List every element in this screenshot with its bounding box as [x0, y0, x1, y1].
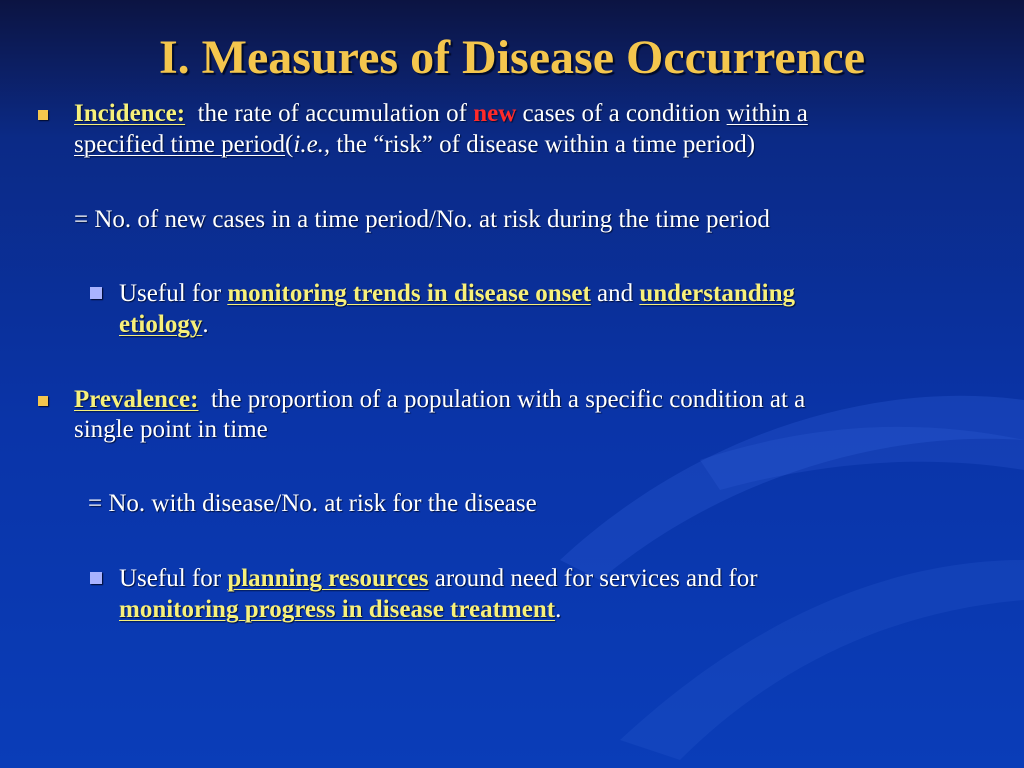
- sub-bullet-square-icon: [90, 572, 102, 584]
- incidence-useful-line-2: [119, 309, 209, 340]
- prevalence-line-1: [74, 384, 805, 415]
- incidence-line-1: [74, 98, 808, 129]
- period-text: .: [555, 596, 562, 623]
- prevalence-useful-line-1: [119, 563, 758, 594]
- etiology-text: etiology: [119, 311, 203, 338]
- incidence-text-1: the rate of accumulation of: [197, 100, 467, 127]
- ie-text: i.e.,: [293, 131, 331, 158]
- incidence-formula: = No. of new cases in a time period/No. at risk during the time period: [74, 206, 770, 233]
- incidence-useful-line-1: [119, 278, 795, 309]
- new-emphasis: new: [473, 100, 517, 127]
- incidence-text-2: cases of a condition: [522, 100, 721, 127]
- sub-bullet-square-icon: [90, 287, 102, 299]
- period-text: .: [202, 311, 209, 338]
- prevalence-term: Prevalence:: [74, 386, 199, 413]
- and-text: and: [597, 280, 634, 307]
- within-a-text: within a: [726, 100, 808, 127]
- useful-for-text: Useful for: [119, 280, 222, 307]
- monitoring-progress-text: monitoring progress in disease treatment: [119, 596, 556, 623]
- slide-title: I. Measures of Disease Occurrence: [158, 31, 866, 84]
- bullet-square-icon: [38, 396, 48, 406]
- prevalence-line-2: single point in time: [74, 416, 268, 443]
- planning-resources-text: planning resources: [227, 565, 429, 592]
- prevalence-useful-line-2: [119, 594, 561, 625]
- prevalence-formula: = No. with disease/No. at risk for the disease: [88, 490, 537, 517]
- prevalence-text-3: around need for services and for: [434, 565, 758, 592]
- specified-time-period-text: specified time period: [74, 131, 286, 158]
- bullet-square-icon: [38, 110, 48, 120]
- monitoring-trends-text: monitoring trends in disease onset: [227, 280, 591, 307]
- incidence-term: Incidence:: [74, 100, 186, 127]
- incidence-line-2: [74, 129, 755, 160]
- understanding-text: understanding: [639, 280, 795, 307]
- prevalence-text-1: the proportion of a population with a specific condition at a: [210, 386, 806, 413]
- useful-for-text: Useful for: [119, 565, 222, 592]
- paren-open: (: [285, 131, 294, 158]
- incidence-text-3: the “risk” of disease within a time period): [336, 131, 756, 158]
